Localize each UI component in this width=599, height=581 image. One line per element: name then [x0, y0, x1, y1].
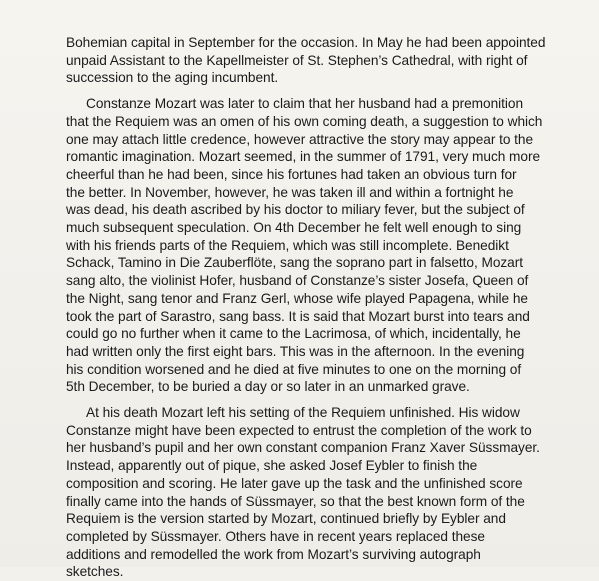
text-line: the Night, sang tenor and Franz Gerl, whose wife played Papagena, while he [66, 290, 528, 306]
text-line: Schack, Tamino in Die Zauberflöte, sang the soprano part in falsetto, Mozart [66, 255, 524, 271]
text-line: Bohemian capital in September for the occasion. In May he had been appointed [66, 35, 546, 50]
text-line: Constanze might have been expected to entrust the completion of the work to [66, 422, 532, 438]
text-line: took the part of Sarastro, sang bass. It is said that Mozart burst into tears and [66, 308, 530, 324]
text-line: additions and remodelled the work from Mozart’s surviving autograph [66, 546, 481, 562]
text-line: that the Requiem was an omen of his own coming death, a suggestion to which [66, 113, 543, 129]
paragraph-2 [66, 95, 553, 396]
text-line: At his death Mozart left his setting of the Requiem unfinished. His widow [86, 405, 520, 421]
text-line: one may attach little credence, however attractive the story may appear to the [66, 131, 534, 147]
text-line: could go no further when it came to the Lacrimosa, of which, incidentally, he [66, 326, 521, 342]
text-line: cheerful than he had been, since his fortunes had taken an obvious turn for [66, 166, 517, 182]
text-line: unpaid Assistant to the Kapellmeister of St. Stephen’s Cathedral, with right of [66, 52, 528, 68]
text-line: Constanze Mozart was later to claim that her husband had a premonition [86, 96, 524, 112]
text-line: her husband’s pupil and her own constant companion Franz Xaver Süssmayer. [66, 440, 540, 456]
text-line: composition and scoring. He later gave up the task and the unfinished score [66, 475, 523, 491]
body-text [66, 34, 553, 581]
text-line: finally came into the hands of Süssmayer, so that the best known form of the [66, 493, 525, 509]
text-line: Requiem is the version started by Mozart, continued briefly by Eybler and [66, 511, 506, 527]
paragraph-3 [66, 404, 553, 581]
text-line: had written only the first eight bars. This was in the afternoon. In the evening [66, 343, 525, 359]
text-line: sang alto, the violinist Hofer, husband of Constanze’s sister Josefa, Queen of [66, 273, 529, 289]
paragraph-1 [66, 34, 553, 87]
text-line: was dead, his death ascribed by his doctor to miliary fever, but the subject of [66, 202, 525, 218]
text-line: his condition worsened and he died at five minutes to one on the morning of [66, 361, 522, 377]
text-line: romantic imagination. Mozart seemed, in the summer of 1791, very much more [66, 149, 541, 165]
text-line: sketches. [66, 564, 124, 580]
text-line: much subsequent speculation. On 4th December he felt well enough to sing [66, 220, 522, 236]
text-line: completed by Süssmayer. Others have in recent years replaced these [66, 528, 485, 544]
text-line: succession to the aging incumbent. [66, 70, 279, 86]
text-line: 5th December, to be buried a day or so later in an unmarked grave. [66, 379, 470, 395]
text-line: with his friends parts of the Requiem, which was still incomplete. Benedikt [66, 237, 509, 253]
text-line: Instead, apparently out of pique, she asked Josef Eybler to finish the [66, 458, 478, 474]
text-line: the better. In November, however, he was taken ill and within a fortnight he [66, 184, 514, 200]
